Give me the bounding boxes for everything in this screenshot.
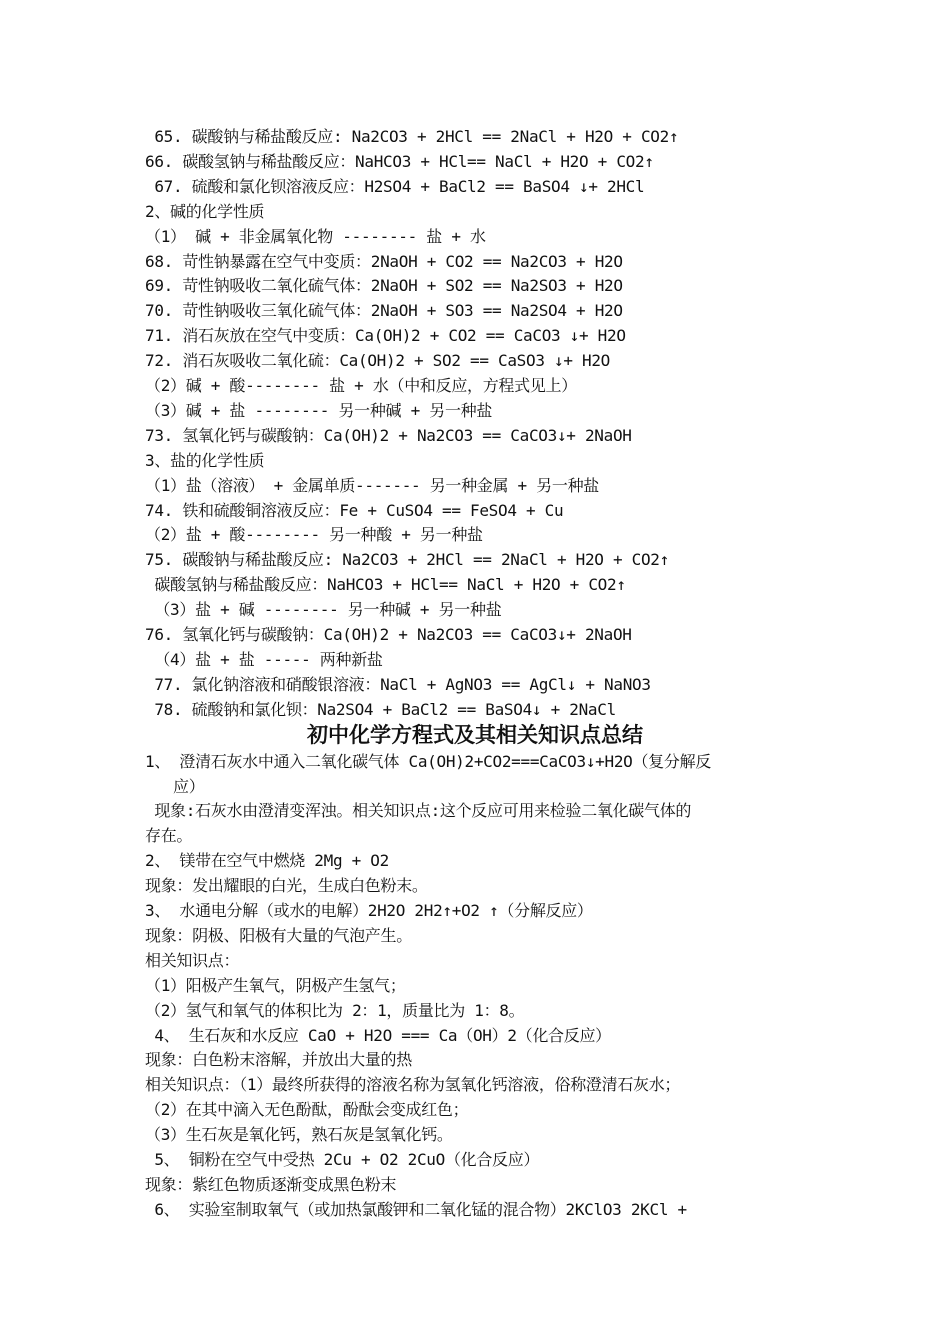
text-line: 现象:石灰水由澄清变浑浊。相关知识点:这个反应可用来检验二氧化碳气体的 <box>145 801 692 821</box>
text-line: 相关知识点： <box>145 950 240 970</box>
text-line: 2、碱的化学性质 <box>145 201 265 221</box>
text-line: 相关知识点：（1）最终所获得的溶液名称为氢氧化钙溶液，俗称澄清石灰水； <box>145 1075 681 1095</box>
text-line: （1）盐（溶液） + 金属单质------- 另一种金属 + 另一种盐 <box>145 475 599 495</box>
text-line: （4）盐 + 盐 ----- 两种新盐 <box>145 649 383 669</box>
text-line: 存在。 <box>145 826 193 846</box>
text-line: 75. 碳酸钠与稀盐酸反应: Na2CO3 + 2HCl == 2NaCl + H2O + CO2↑ <box>145 550 669 570</box>
text-line: 65. 碳酸钠与稀盐酸反应: Na2CO3 + 2HCl == 2NaCl + H2O + CO2↑ <box>145 127 679 146</box>
text-line: （2）盐 + 酸-------- 另一种酸 + 另一种盐 <box>145 525 483 545</box>
text-line: （1）阳极产生氧气，阴极产生氢气； <box>145 975 406 995</box>
text-line: 3、盐的化学性质 <box>145 450 265 470</box>
text-line: 78. 硫酸钠和氯化钡：Na2SO4 + BaCl2 == BaSO4↓ + 2NaCl <box>145 699 616 719</box>
text-line: 69. 苛性钠吸收二氧化硫气体：2NaOH + SO2 == Na2SO3 + H2O <box>145 276 623 296</box>
text-line: （2）碱 + 酸-------- 盐 + 水（中和反应，方程式见上） <box>145 376 577 395</box>
text-line: （1） 碱 + 非金属氧化物 -------- 盐 + 水 <box>145 226 486 246</box>
text-line: 现象：发出耀眼的白光，生成白色粉末。 <box>145 876 428 896</box>
text-line: 2、 镁带在空气中燃烧 2Mg + O2 <box>145 851 389 871</box>
text-line: 3、 水通电分解（或水的电解）2H2O 2H2↑+O2 ↑（分解反应） <box>145 901 593 920</box>
text-line: 72. 消石灰吸收二氧化硫：Ca(OH)2 + SO2 == CaSO3 ↓+ H2O <box>145 351 610 371</box>
text-line: 应） <box>145 776 205 796</box>
text-line: 66. 碳酸氢钠与稀盐酸反应：NaHCO3 + HCl== NaCl + H2O + CO2↑ <box>145 151 654 171</box>
text-line: 现象：白色粉末溶解，并放出大量的热 <box>145 1050 412 1070</box>
text-line: 4、 生石灰和水反应 CaO + H2O === Ca（OH）2（化合反应） <box>145 1025 611 1045</box>
text-line: 1、 澄清石灰水中通入二氧化碳气体 Ca(OH)2+CO2===CaCO3↓+H2O（复分解反 <box>145 751 711 771</box>
section-title: 初中化学方程式及其相关知识点总结 <box>307 722 643 747</box>
text-line: （2）氢气和氧气的体积比为 2：1，质量比为 1：8。 <box>145 1000 525 1020</box>
text-line: （2）在其中滴入无色酚酞，酚酞会变成红色； <box>145 1100 469 1120</box>
text-line: 74. 铁和硫酸铜溶液反应：Fe + CuSO4 == FeSO4 + Cu <box>145 500 564 520</box>
text-line: 71. 消石灰放在空气中变质：Ca(OH)2 + CO2 == CaCO3 ↓+ H2O <box>145 326 626 346</box>
text-line: 碳酸氢钠与稀盐酸反应：NaHCO3 + HCl== NaCl + H2O + CO2↑ <box>145 575 626 595</box>
text-line: 70. 苛性钠吸收三氧化硫气体：2NaOH + SO3 == Na2SO4 + H2O <box>145 301 623 321</box>
text-line: （3）碱 + 盐 -------- 另一种碱 + 另一种盐 <box>145 400 493 420</box>
text-line: 68. 苛性钠暴露在空气中变质：2NaOH + CO2 == Na2CO3 + H2O <box>145 251 623 271</box>
text-line: 6、 实验室制取氧气（或加热氯酸钾和二氧化锰的混合物）2KClO3 2KCl + <box>145 1199 687 1219</box>
text-line: 76. 氢氧化钙与碳酸钠：Ca(OH)2 + Na2CO3 == CaCO3↓+ 2NaOH <box>145 625 632 644</box>
text-line: （3）盐 + 碱 -------- 另一种碱 + 另一种盐 <box>145 600 502 620</box>
text-line: 77. 氯化钠溶液和硝酸银溶液：NaCl + AgNO3 == AgCl↓ + NaNO3 <box>145 674 651 694</box>
text-line: （3）生石灰是氧化钙，熟石灰是氢氧化钙。 <box>145 1125 453 1145</box>
text-line: 现象：阴极、阳极有大量的气泡产生。 <box>145 925 412 945</box>
text-line: 现象：紫红色物质逐渐变成黑色粉末 <box>145 1174 397 1194</box>
text-line: 73. 氢氧化钙与碳酸钠：Ca(OH)2 + Na2CO3 == CaCO3↓+ 2NaOH <box>145 425 632 445</box>
text-line: 5、 铜粉在空气中受热 2Cu + O2 2CuO（化合反应） <box>145 1150 540 1169</box>
text-line: 67. 硫酸和氯化钡溶液反应：H2SO4 + BaCl2 == BaSO4 ↓+ 2HCl <box>145 176 645 196</box>
